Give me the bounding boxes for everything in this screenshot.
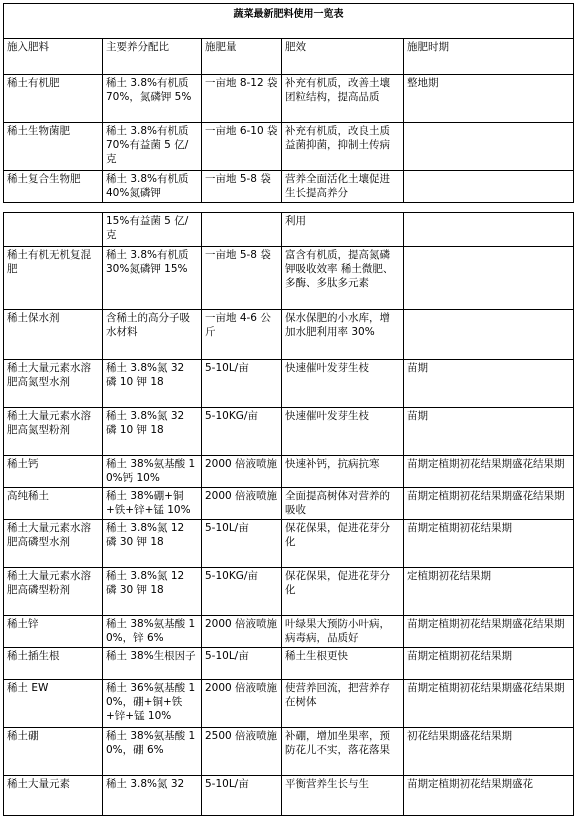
table-cell: 快速催叶发芽生枝 bbox=[282, 408, 404, 456]
table-cell: 5-10L/亩 bbox=[202, 520, 282, 568]
table-cell: 稀土大量元素水溶肥高磷型粉剂 bbox=[4, 568, 103, 616]
table-cell: 稀土 EW bbox=[4, 680, 103, 728]
table-row bbox=[4, 123, 574, 171]
table-cell: 5-10KG/亩 bbox=[202, 568, 282, 616]
table-cell: 2000 倍液喷施 bbox=[202, 616, 282, 648]
table-cell: 2500 倍液喷施 bbox=[202, 728, 282, 776]
table-cell: 整地期 bbox=[404, 75, 574, 123]
table-cell bbox=[404, 247, 574, 310]
table-row bbox=[4, 616, 574, 648]
table-cell: 稀土 3.8%有机质 70%，氮磷钾 5% bbox=[103, 75, 202, 123]
table-cell bbox=[404, 171, 574, 203]
table-cell: 稀土大量元素水溶肥高磷型水剂 bbox=[4, 520, 103, 568]
table-cell bbox=[404, 310, 574, 360]
table-cell: 富含有机质，提高氮磷钾吸收效率 稀土微肥、多酶、多肽多元素 bbox=[282, 247, 404, 310]
table-cell: 苗期 bbox=[404, 360, 574, 408]
table-cell bbox=[404, 213, 574, 247]
table-cell: 稀土 38%氨基酸 10%，硼 6% bbox=[103, 728, 202, 776]
table-cell: 稀土生根更快 bbox=[282, 648, 404, 680]
table-row bbox=[4, 728, 574, 776]
table-row bbox=[4, 75, 574, 123]
table-cell: 稀土复合生物肥 bbox=[4, 171, 103, 203]
table-cell: 稀土 3.8%氮 32 磷 10 钾 18 bbox=[103, 408, 202, 456]
table-cell: 补充有机质，改善土壤团粒结构，提高品质 bbox=[282, 75, 404, 123]
title-row bbox=[4, 4, 574, 39]
table-cell: 稀土有机无机复混肥 bbox=[4, 247, 103, 310]
table-cell: 稀土 3.8%氮 32 磷 10 钾 18 bbox=[103, 360, 202, 408]
table-cell: 一亩地 6-10 袋 bbox=[202, 123, 282, 171]
table-cell: 稀土 38%氨基酸 10%钙 10% bbox=[103, 456, 202, 488]
header-row bbox=[4, 39, 574, 75]
table-cell: 稀土 3.8%氮 32 bbox=[103, 776, 202, 816]
table-row bbox=[4, 310, 574, 360]
table-row bbox=[4, 408, 574, 456]
table-cell: 初花结果期盛花结果期 bbox=[404, 728, 574, 776]
table-cell: 快速催叶发芽生枝 bbox=[282, 360, 404, 408]
table-cell: 苗期定植期初花结果期 bbox=[404, 648, 574, 680]
table-cell: 补硼，增加坐果率，预防花儿不实，落花落果 bbox=[282, 728, 404, 776]
table-cell: 5-10L/亩 bbox=[202, 648, 282, 680]
table-cell: 保花保果，促进花芽分化 bbox=[282, 568, 404, 616]
table-row bbox=[4, 776, 574, 816]
table-cell: 稀土 3.8%有机质 40%氮磷钾 bbox=[103, 171, 202, 203]
fertilizer-table-bottom bbox=[3, 212, 574, 816]
table-cell: 保花保果，促进花芽分化 bbox=[282, 520, 404, 568]
table-cell bbox=[404, 123, 574, 171]
table-cell: 叶绿果大预防小叶病，病毒病，品质好 bbox=[282, 616, 404, 648]
table-cell: 稀土钙 bbox=[4, 456, 103, 488]
page-break-gap bbox=[0, 204, 576, 212]
table-cell: 保水保肥的小水库，增加水肥利用率 30% bbox=[282, 310, 404, 360]
table-row bbox=[4, 360, 574, 408]
table-cell: 稀土 3.8%氮 12 磷 30 钾 18 bbox=[103, 568, 202, 616]
table-cell: 稀土大量元素水溶肥高氮型水剂 bbox=[4, 360, 103, 408]
header-cell: 肥效 bbox=[282, 39, 404, 75]
table-cell: 利用 bbox=[282, 213, 404, 247]
table-title: 蔬菜最新肥料使用一览表 bbox=[4, 4, 574, 39]
table-cell: 高纯稀土 bbox=[4, 488, 103, 520]
fertilizer-table-top bbox=[3, 3, 574, 203]
table-cell: 2000 倍液喷施 bbox=[202, 488, 282, 520]
table-cell: 稀土 38%氨基酸 10%，锌 6% bbox=[103, 616, 202, 648]
table-cell: 稀土插生根 bbox=[4, 648, 103, 680]
table-cell: 2000 倍液喷施 bbox=[202, 680, 282, 728]
header-cell: 施肥量 bbox=[202, 39, 282, 75]
table-cell: 快速补钙，抗病抗寒 bbox=[282, 456, 404, 488]
table-cell: 苗期定植期初花结果期盛花结果期 bbox=[404, 680, 574, 728]
table-cell: 稀土 3.8%有机质 70%有益菌 5 亿/克 bbox=[103, 123, 202, 171]
table-cell: 稀土大量元素 bbox=[4, 776, 103, 816]
table-cell: 一亩地 5-8 袋 bbox=[202, 247, 282, 310]
table-cell: 一亩地 4-6 公斤 bbox=[202, 310, 282, 360]
table-cell: 稀土 3.8%有机质 30%氮磷钾 15% bbox=[103, 247, 202, 310]
header-cell: 施入肥料 bbox=[4, 39, 103, 75]
table-row bbox=[4, 213, 574, 247]
table-cell bbox=[4, 213, 103, 247]
table-cell: 稀土有机肥 bbox=[4, 75, 103, 123]
table-cell: 定植期初花结果期 bbox=[404, 568, 574, 616]
table-row bbox=[4, 171, 574, 203]
table-cell: 平衡营养生长与生 bbox=[282, 776, 404, 816]
table-cell: 全面提高树体对营养的吸收 bbox=[282, 488, 404, 520]
table-cell: 营养全面活化土壤促进生长提高养分 bbox=[282, 171, 404, 203]
table-cell: 含稀土的高分子吸水材料 bbox=[103, 310, 202, 360]
table-cell: 使营养回流，把营养存在树体 bbox=[282, 680, 404, 728]
table-cell: 稀土硼 bbox=[4, 728, 103, 776]
table-cell: 一亩地 5-8 袋 bbox=[202, 171, 282, 203]
table-row bbox=[4, 456, 574, 488]
table-cell: 稀土锌 bbox=[4, 616, 103, 648]
table-cell: 15%有益菌 5 亿/克 bbox=[103, 213, 202, 247]
table-cell: 稀土 38%生根因子 bbox=[103, 648, 202, 680]
table-cell: 稀土 3.8%氮 12 磷 30 钾 18 bbox=[103, 520, 202, 568]
table-cell: 一亩地 8-12 袋 bbox=[202, 75, 282, 123]
table-cell bbox=[202, 213, 282, 247]
table-cell: 5-10KG/亩 bbox=[202, 408, 282, 456]
table-cell: 补充有机质，改良土质益菌抑菌，抑制土传病 bbox=[282, 123, 404, 171]
table-row bbox=[4, 648, 574, 680]
header-cell: 主要养分配比 bbox=[103, 39, 202, 75]
table-cell: 稀土生物菌肥 bbox=[4, 123, 103, 171]
table-cell: 5-10L/亩 bbox=[202, 776, 282, 816]
table-cell: 稀土 38%硼+铜+铁+锌+锰 10% bbox=[103, 488, 202, 520]
table-row bbox=[4, 568, 574, 616]
table-cell: 苗期定植期初花结果期盛花结果期 bbox=[404, 456, 574, 488]
table-cell: 2000 倍液喷施 bbox=[202, 456, 282, 488]
header-cell: 施肥时期 bbox=[404, 39, 574, 75]
table-cell: 苗期定植期初花结果期盛花结果期 bbox=[404, 488, 574, 520]
table-row bbox=[4, 247, 574, 310]
table-cell: 5-10L/亩 bbox=[202, 360, 282, 408]
table-cell: 苗期定植期初花结果期盛花结果期 bbox=[404, 616, 574, 648]
table-cell: 苗期定植期初花结果期盛花 bbox=[404, 776, 574, 816]
table-cell: 稀土保水剂 bbox=[4, 310, 103, 360]
table-cell: 稀土大量元素水溶肥高氮型粉剂 bbox=[4, 408, 103, 456]
table-cell: 苗期定植期初花结果期 bbox=[404, 520, 574, 568]
table-row bbox=[4, 680, 574, 728]
table-cell: 苗期 bbox=[404, 408, 574, 456]
table-row bbox=[4, 520, 574, 568]
table-cell: 稀土 36%氨基酸 10%，硼+铜+铁+锌+锰 10% bbox=[103, 680, 202, 728]
table-row bbox=[4, 488, 574, 520]
